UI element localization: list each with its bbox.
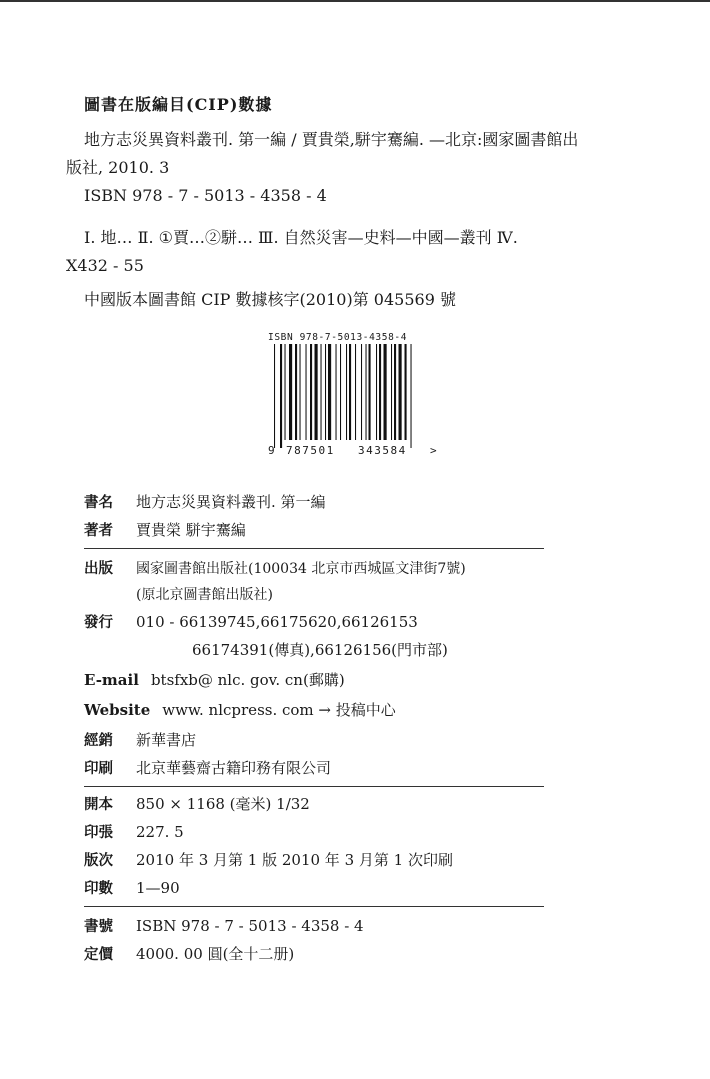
label-publisher: 出版 [84, 561, 113, 577]
barcode-bar [321, 344, 322, 440]
value-email: btsfxb@ nlc. gov. cn(郵購) [150, 671, 345, 689]
value-publisher-former: (原北京圖書館出版社) [136, 587, 273, 603]
info-row-website [84, 700, 544, 720]
barcode-bar [274, 344, 275, 448]
barcode-bar [391, 344, 392, 440]
value-seller: 新華書店 [136, 731, 197, 749]
top-border [0, 0, 710, 2]
value-sheets: 227. 5 [136, 823, 184, 841]
barcode-bar [285, 344, 286, 440]
barcode-bar [295, 344, 297, 440]
barcode-bar [280, 344, 282, 448]
barcode-end-mark: > [430, 444, 437, 457]
value-title: 地方志災異資料叢刊. 第一編 [136, 493, 326, 511]
value-book-number: ISBN 978 - 7 - 5013 - 4358 - 4 [136, 917, 364, 935]
label-author: 著者 [84, 523, 113, 539]
label-distribution: 發行 [84, 615, 113, 631]
cip-verification-number: 中國版本圖書館 CIP 數據核字(2010)第 045569 號 [84, 290, 456, 309]
barcode-bar [340, 344, 341, 440]
label-format: 開本 [84, 797, 113, 813]
label-email: E-mail [84, 671, 139, 689]
info-row-copies [84, 878, 544, 899]
isbn-barcode [268, 332, 444, 464]
label-seller: 經銷 [84, 733, 113, 749]
value-distribution-phones: 010 - 66139745,66175620,66126153 [136, 613, 418, 631]
info-row-book-number [84, 916, 544, 937]
barcode-bar [310, 344, 312, 440]
cip-isbn: ISBN 978 - 7 - 5013 - 4358 - 4 [84, 186, 327, 205]
barcode-bars [274, 344, 438, 454]
barcode-bar [289, 344, 292, 440]
value-format: 850 × 1168 (毫米) 1/32 [136, 795, 310, 813]
barcode-bar [405, 344, 407, 440]
label-printer: 印刷 [84, 761, 113, 777]
info-row-distribution-2 [192, 640, 542, 660]
info-row-title [84, 492, 544, 513]
label-title: 書名 [84, 495, 113, 511]
cip-classification-line2: X432 - 55 [66, 256, 144, 275]
barcode-digit-first: 9 [268, 444, 275, 457]
label-book-number: 書號 [84, 919, 113, 935]
info-row-publisher [84, 558, 544, 579]
value-website: www. nlcpress. com → 投稿中心 [162, 701, 396, 719]
barcode-bar [399, 344, 402, 440]
divider [84, 906, 544, 907]
info-row-printer [84, 758, 544, 779]
divider [84, 786, 544, 787]
barcode-bar [300, 344, 301, 440]
barcode-isbn-text: ISBN 978-7-5013-4358-4 [268, 332, 408, 343]
barcode-bar [349, 344, 351, 440]
info-row-author [84, 520, 544, 541]
barcode-bar [346, 344, 347, 440]
cip-classification-line1: Ⅰ. 地… Ⅱ. ①賈…②駢… Ⅲ. 自然災害—史料—中國—叢刊 Ⅳ. [84, 228, 518, 247]
barcode-bar [336, 344, 337, 440]
barcode-bar [379, 344, 381, 440]
barcode-bar [306, 344, 307, 440]
barcode-bar [355, 344, 356, 440]
divider [84, 548, 544, 549]
info-row-publisher-former [136, 584, 536, 605]
barcode-group-left: 787501 [286, 444, 335, 457]
info-row-seller [84, 730, 544, 751]
barcode-bar [384, 344, 387, 440]
value-printer: 北京華藝齋古籍印務有限公司 [136, 759, 332, 777]
barcode-bar [325, 344, 326, 440]
info-row-format [84, 794, 544, 815]
cip-heading: 圖書在版編目(CIP)數據 [84, 95, 273, 114]
value-copies: 1—90 [136, 879, 180, 897]
barcode-bar [366, 344, 367, 440]
info-row-edition [84, 850, 544, 871]
barcode-bar [394, 344, 396, 440]
barcode-bar [411, 344, 412, 448]
value-author: 賈貴榮 駢宇騫編 [136, 521, 246, 539]
value-price: 4000. 00 圓(全十二册) [136, 945, 295, 963]
info-row-distribution [84, 612, 544, 633]
value-publisher: 國家圖書館出版社(100034 北京市西城區文津街7號) [136, 561, 466, 577]
barcode-bar [361, 344, 362, 440]
barcode-bar [369, 344, 371, 440]
barcode-bar [376, 344, 377, 440]
cip-entry-line2: 版社, 2010. 3 [66, 158, 170, 177]
info-row-email [84, 670, 544, 690]
barcode-bar [328, 344, 331, 440]
label-website: Website [84, 701, 151, 719]
value-distribution-fax: 66174391(傳真),66126156(門市部) [192, 641, 448, 659]
label-edition: 版次 [84, 853, 113, 869]
barcode-bar [315, 344, 318, 440]
label-sheets: 印張 [84, 825, 113, 841]
info-row-price [84, 944, 544, 965]
barcode-group-right: 343584 [358, 444, 407, 457]
label-copies: 印數 [84, 881, 113, 897]
value-edition: 2010 年 3 月第 1 版 2010 年 3 月第 1 次印刷 [136, 851, 453, 869]
info-row-sheets [84, 822, 544, 843]
label-price: 定價 [84, 947, 113, 963]
cip-entry-line1: 地方志災異資料叢刊. 第一編 / 賈貴榮,駢宇騫編. —北京:國家圖書館出 [84, 130, 579, 149]
